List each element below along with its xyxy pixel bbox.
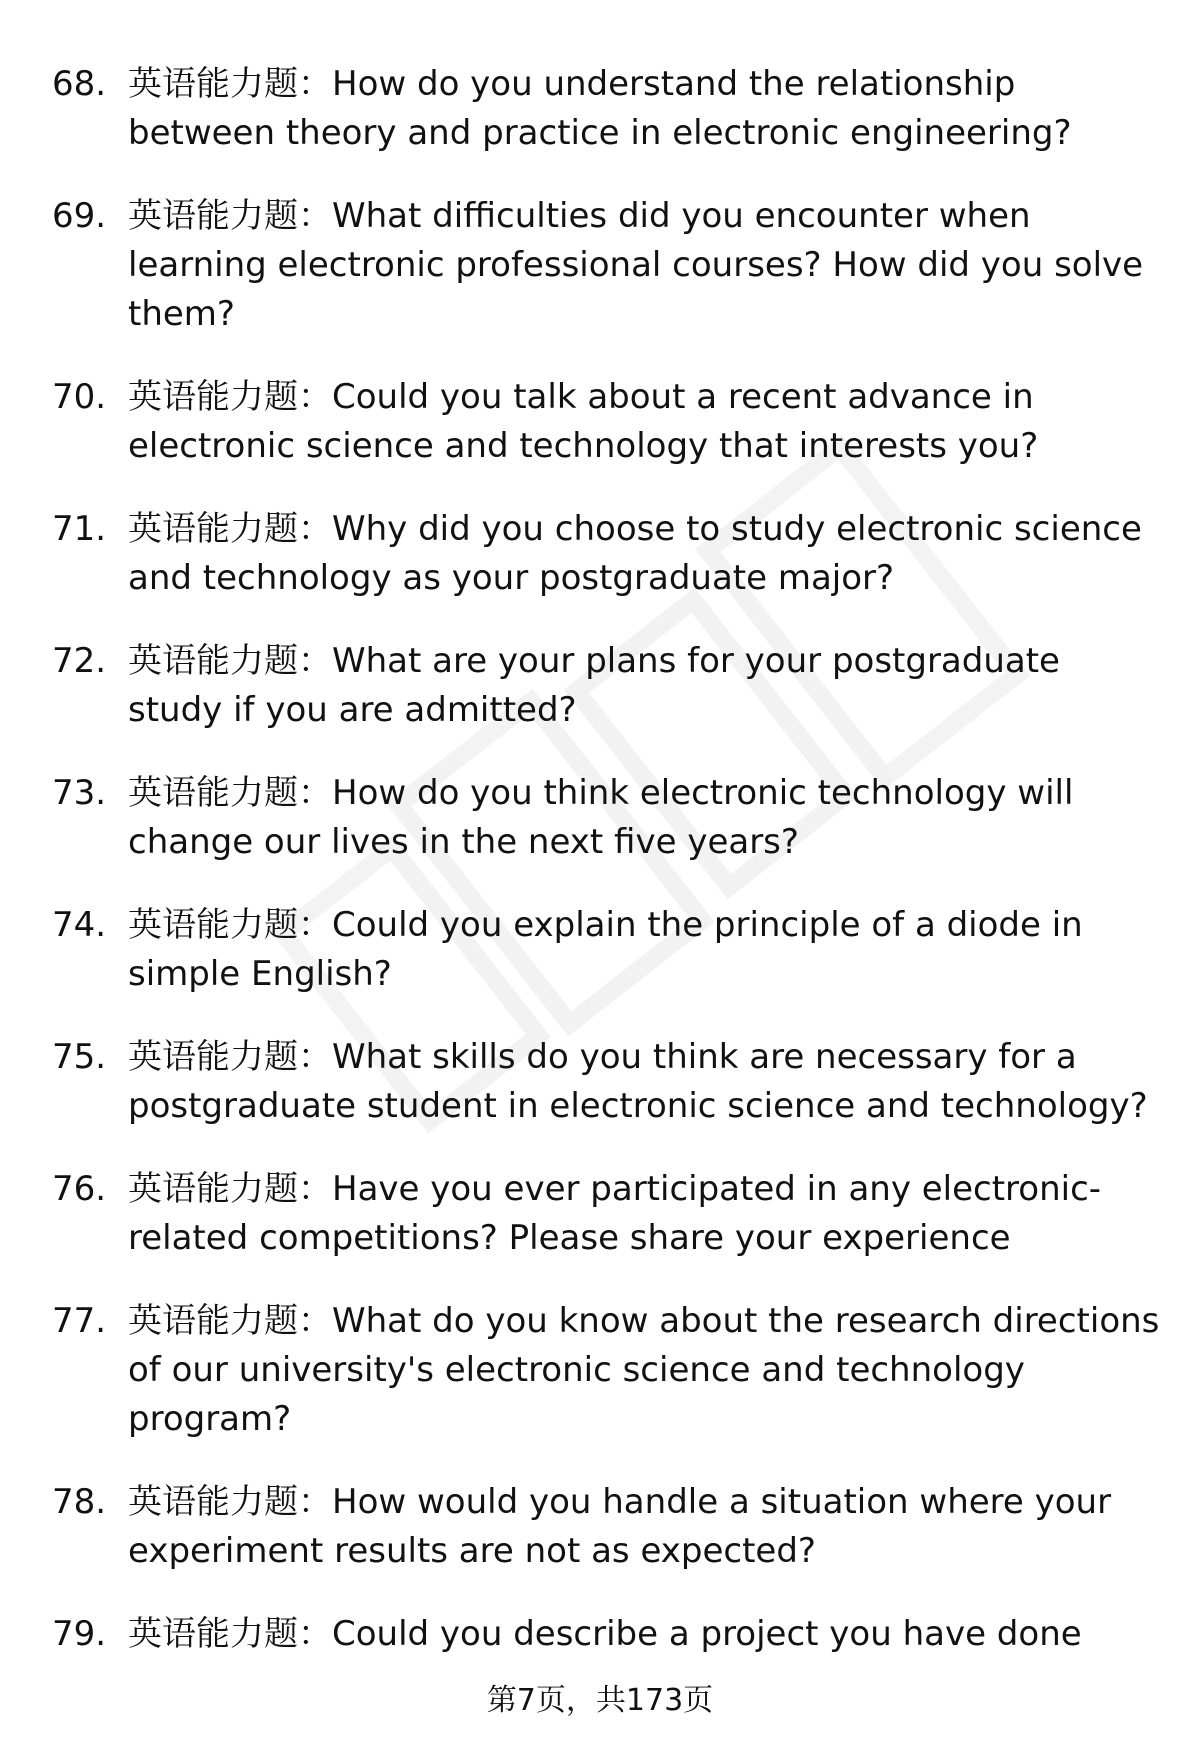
question-text: What do you know about the research directions of our university's electronic science and technology program?	[128, 1301, 1160, 1439]
question-text-block	[128, 505, 1162, 603]
question-text-block	[128, 637, 1162, 735]
question-text-block	[128, 1297, 1162, 1444]
question-label: 英语能力题：	[128, 1301, 332, 1341]
question-item	[52, 901, 1162, 999]
question-label: 英语能力题：	[128, 509, 332, 549]
question-text: Could you talk about a recent advance in electronic science and technology that interests you?	[128, 377, 1039, 466]
question-text: What are your plans for your postgraduate study if you are admitted?	[128, 641, 1060, 730]
page-footer: 第7页，共173页	[486, 1683, 714, 1718]
question-text-block	[128, 769, 1162, 867]
question-number: 79.	[52, 1614, 107, 1654]
question-number: 77.	[52, 1301, 107, 1341]
question-number: 71.	[52, 509, 107, 549]
question-label: 英语能力题：	[128, 905, 332, 945]
question-text-block	[128, 1610, 1162, 1659]
question-number: 75.	[52, 1037, 107, 1077]
question-text: Could you explain the principle of a diode in simple English?	[128, 905, 1083, 994]
question-text-block	[128, 1033, 1162, 1131]
question-text: Could you describe a project you have done	[332, 1614, 1082, 1654]
question-text: How do you understand the relationship between theory and practice in electronic engineering?	[128, 64, 1072, 153]
question-text: Have you ever participated in any electronic-related competitions? Please share your experience	[128, 1169, 1102, 1258]
question-text-block	[128, 901, 1162, 999]
question-item	[52, 637, 1162, 735]
question-text: How would you handle a situation where your experiment results are not as expected?	[128, 1482, 1112, 1571]
question-label: 英语能力题：	[128, 1169, 332, 1209]
question-text: What skills do you think are necessary for a postgraduate student in electronic science and technology?	[128, 1037, 1148, 1126]
question-text: How do you think electronic technology will change our lives in the next five years?	[128, 773, 1074, 862]
question-item	[52, 1478, 1162, 1576]
question-text: Why did you choose to study electronic science and technology as your postgraduate major?	[128, 509, 1142, 598]
question-item	[52, 1165, 1162, 1263]
question-item	[52, 1297, 1162, 1444]
question-number: 76.	[52, 1169, 107, 1209]
question-text-block	[128, 1478, 1162, 1576]
question-label: 英语能力题：	[128, 773, 332, 813]
question-label: 英语能力题：	[128, 64, 332, 104]
question-number: 73.	[52, 773, 107, 813]
question-number: 70.	[52, 377, 107, 417]
question-text-block	[128, 192, 1162, 339]
question-item	[52, 1610, 1162, 1659]
question-item	[52, 769, 1162, 867]
question-label: 英语能力题：	[128, 641, 332, 681]
question-number: 69.	[52, 196, 107, 236]
question-number: 68.	[52, 64, 107, 104]
question-text-block	[128, 60, 1162, 158]
question-label: 英语能力题：	[128, 1482, 332, 1522]
question-item	[52, 60, 1162, 158]
question-number: 74.	[52, 905, 107, 945]
question-number: 72.	[52, 641, 107, 681]
question-item	[52, 373, 1162, 471]
question-label: 英语能力题：	[128, 196, 332, 236]
question-list	[52, 60, 1162, 1693]
question-item	[52, 1033, 1162, 1131]
question-text: What difficulties did you encounter when learning electronic professional courses? How did you solve them?	[128, 196, 1144, 334]
question-number: 78.	[52, 1482, 107, 1522]
question-label: 英语能力题：	[128, 1037, 332, 1077]
question-text-block	[128, 373, 1162, 471]
question-item	[52, 192, 1162, 339]
question-label: 英语能力题：	[128, 377, 332, 417]
question-text-block	[128, 1165, 1162, 1263]
question-label: 英语能力题：	[128, 1614, 332, 1654]
question-item	[52, 505, 1162, 603]
